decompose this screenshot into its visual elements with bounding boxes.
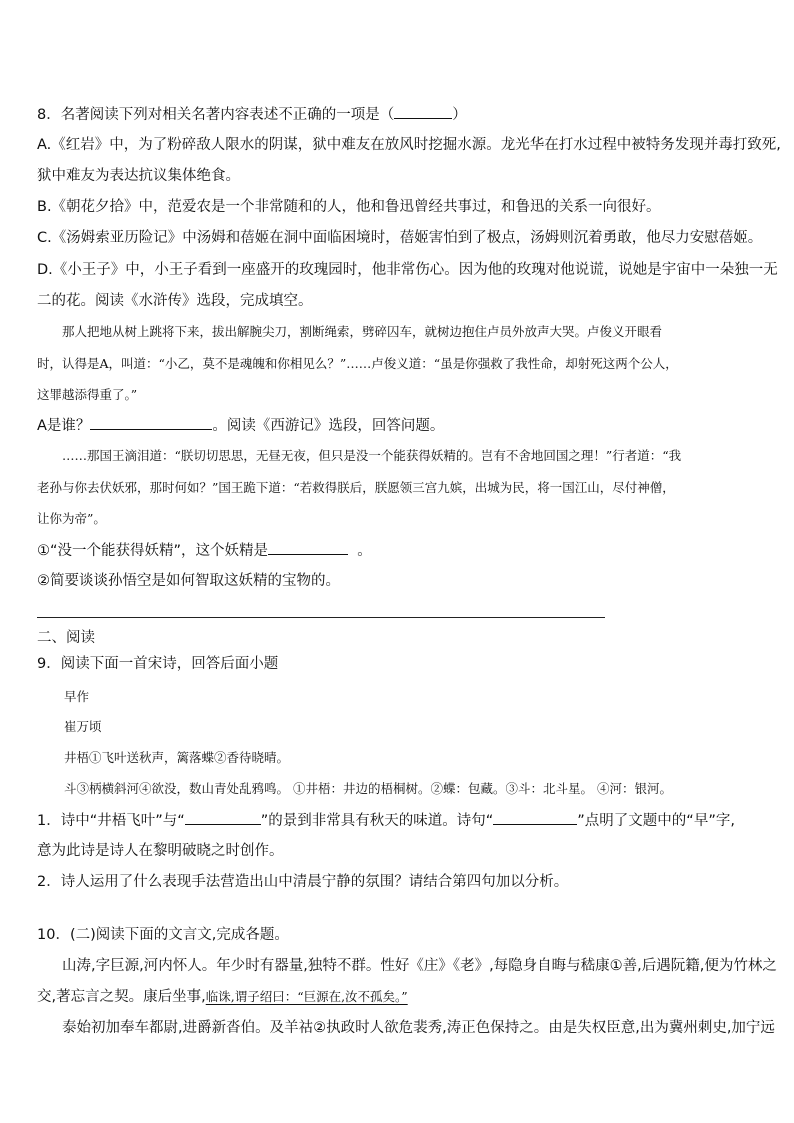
poem-title: 早作 xyxy=(64,689,90,704)
q9-sub-2: 2．诗人运用了什么表现手法营造出山中清晨宁静的氛围？请结合第四句加以分析。 xyxy=(37,874,569,890)
q8-option-a: A.《红岩》中，为了粉碎敌人限水的阴谋，狱中难友在放风时挖掘水源。龙光华在打水过程中被特务发现并毒打致死, xyxy=(37,137,781,153)
shuihu-paragraph-3: 这罪越添得重了。” xyxy=(37,387,138,402)
shuihu-paragraph-2: 时，认得是A，叫道：“小乙，莫不是魂魄和你相见么？”……卢俊义道：“虽是你强救了我性命，却射死这两个公人， xyxy=(37,356,678,371)
shuihu-answer-blank[interactable] xyxy=(90,415,212,430)
q10-paragraph-1: 山涛,字巨源,河内怀人。年少时有器量,独特不群。性好《庄》《老》,每隐身自晦与嵇康①善,后遇阮籍,便为竹林之 xyxy=(62,958,777,974)
q9-sub-1-cont: 意为此诗是诗人在黎明破晓之时创作。 xyxy=(37,843,284,859)
shuihu-question: A是谁？ 。阅读《西游记》选段，回答问题。 xyxy=(37,415,444,436)
poem-author: 崔万顷 xyxy=(64,719,102,734)
shuihu-paragraph-1: 那人把地从树上跳将下来，拔出解腕尖刀，割断绳索，劈碎囚车，就树边抱住卢员外放声大哭。卢俊义开眼看 xyxy=(62,324,663,339)
xiyou-q1-answer-blank[interactable] xyxy=(268,540,348,555)
xiyou-question-1: ①“没一个能获得妖精”，这个妖精是 。 xyxy=(37,540,372,561)
poem-line-1: 井梧①飞叶送秋声，篱落蝶②香待晓晴。 xyxy=(64,750,290,765)
q10-paragraph-2: 交,著忘言之契。康后坐事,临诛,谓子绍曰：“巨源在,汝不孤矣。” xyxy=(37,989,408,1005)
poem-line-2-notes: 斗③柄横斜河④欲没，数山青处乱鸦鸣。 ①井梧：井边的梧桐树。②蝶：包藏。③斗：北斗星。 ④河：银河。 xyxy=(64,781,672,796)
xiyou-paragraph-2: 老孙与你去伏妖邪，那时何如？”国王跪下道：“若救得朕后，朕愿领三宫九嫔，出城为民，将一国江山，尽付神僧， xyxy=(37,480,675,495)
xiyou-q2-answer-line[interactable] xyxy=(37,617,605,618)
q8-stem: 8．名著阅读下列对相关名著内容表述不正确的一项是（ ） xyxy=(37,104,467,125)
q8-option-c: C.《汤姆索亚历险记》中汤姆和蓓姬在洞中面临困境时，蓓姬害怕到了极点，汤姆则沉着勇敢，他尽力安慰蓓姬。 xyxy=(37,230,763,246)
q9-sub-1: 1．诗中“井梧飞叶”与“ ”的景到非常具有秋天的味道。诗句“ ”点明了文题中的“早”字, xyxy=(37,810,735,831)
q10-underlined-sentence: 临诛,谓子绍曰：“巨源在,汝不孤矣。” xyxy=(205,989,408,1004)
section-heading: 二、阅读 xyxy=(37,630,95,646)
q8-option-a-cont: 狱中难友为表达抗议集体绝食。 xyxy=(37,168,240,184)
q8-option-b: B.《朝花夕拾》中，范爱农是一个非常随和的人，他和鲁迅曾经共事过，和鲁迅的关系一向很好。 xyxy=(37,199,661,215)
q8-option-d: D.《小王子》中，小王子看到一座盛开的玫瑰园时，他非常伤心。因为他的玫瑰对他说谎，说她是宇宙中一朵独一无 xyxy=(37,262,778,278)
q8-option-d-cont: 二的花。阅读《水浒传》选段，完成填空。 xyxy=(37,293,313,309)
xiyou-paragraph-3: 让你为帝”。 xyxy=(37,511,106,526)
q9-blank-1[interactable] xyxy=(185,810,261,825)
q10-stem: 10．(二)阅读下面的文言文,完成各题。 xyxy=(37,927,289,943)
q9-stem: 9．阅读下面一首宋诗，回答后面小题 xyxy=(37,656,279,672)
xiyou-question-2: ②简要谈谈孙悟空是如何智取这妖精的宝物的。 xyxy=(37,573,340,589)
q8-answer-blank[interactable] xyxy=(394,104,452,119)
q10-paragraph-3: 泰始初加奉车都尉,进爵新沓伯。及羊祜②执政时人欲危裴秀,涛正色保持之。由是失权臣意,出为冀州刺史,加宁远 xyxy=(62,1020,775,1036)
xiyou-paragraph-1: ……那国王滴泪道：“朕切切思思，无昼无夜，但只是没一个能获得妖精的。岂有不舍地回国之理！”行者道：“我 xyxy=(62,448,682,463)
q9-blank-2[interactable] xyxy=(493,810,577,825)
